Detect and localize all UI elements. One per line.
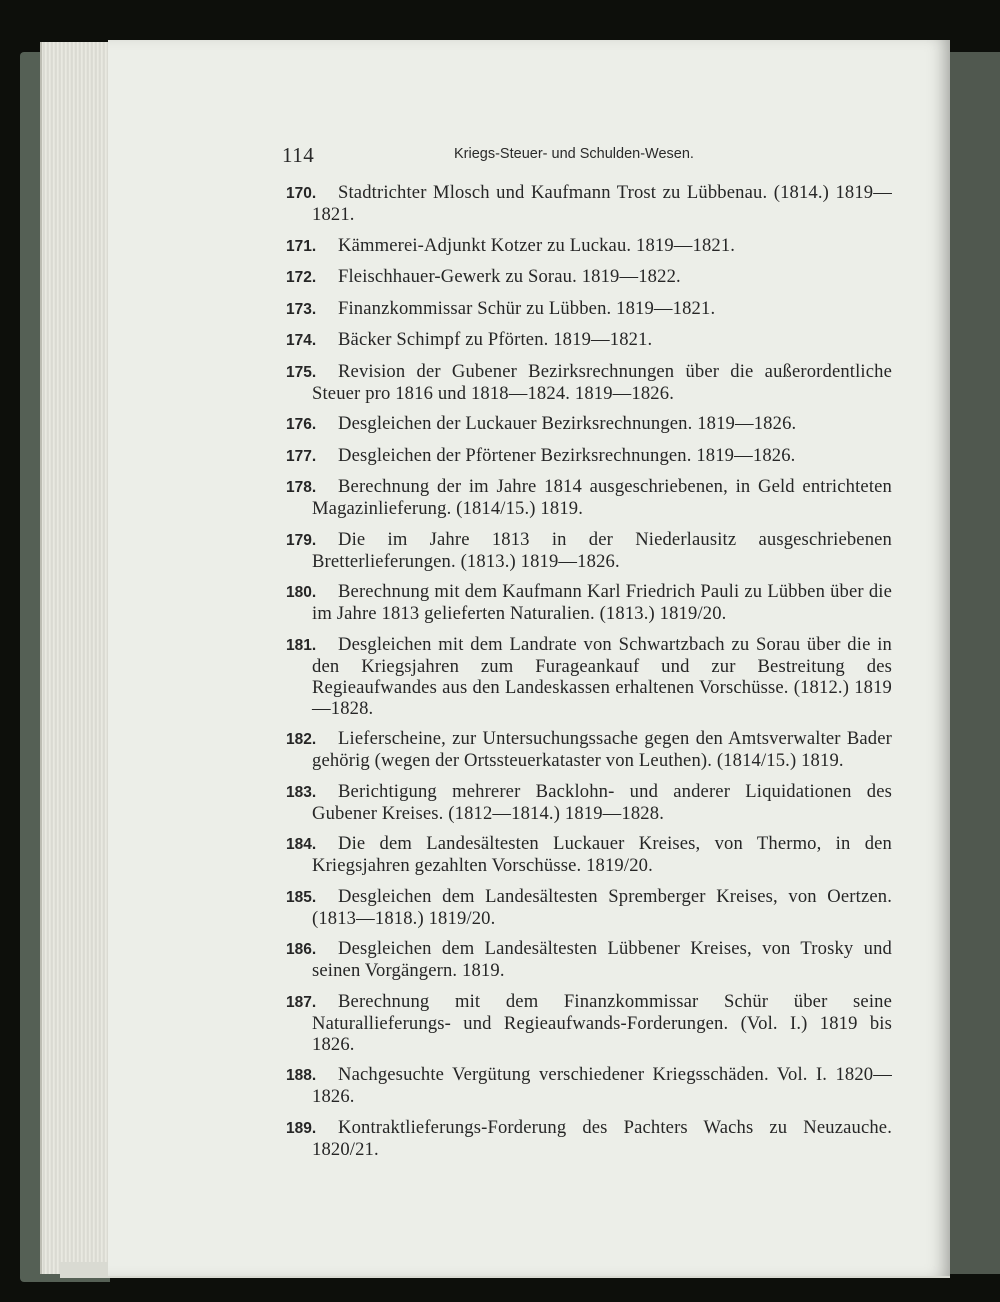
entry-text: Fleischhauer-Gewerk zu Sorau. 1819—1822. bbox=[338, 266, 681, 287]
list-item bbox=[286, 581, 892, 624]
entry-number: 171. bbox=[286, 237, 317, 255]
entry-number: 185. bbox=[286, 888, 317, 906]
entry-number: 180. bbox=[286, 584, 317, 601]
entry-number: 172. bbox=[286, 269, 317, 286]
entry-text: Desgleichen der Pförtener Bezirksrechnungen. 1819—1826. bbox=[338, 444, 796, 466]
entry-number: 184. bbox=[286, 836, 317, 853]
entry-text: Desgleichen der Luckauer Bezirksrechnungen. 1819—1826. bbox=[338, 413, 797, 434]
list-item bbox=[286, 235, 892, 257]
list-item bbox=[286, 529, 892, 572]
entry-text: Lieferscheine, zur Untersuchungssache gegen den Amtsverwalter Bader gehörig (wegen der Ortssteuerkataster von Leuthen). (1814/15.) 1819. bbox=[312, 728, 892, 771]
list-item bbox=[286, 728, 892, 771]
entry-text: Revision der Gubener Bezirksrechnungen über die außerordentliche Steuer pro 1816 und 1818—1824. 1819—1826. bbox=[312, 360, 892, 404]
entry-text: Bäcker Schimpf zu Pförten. 1819—1821. bbox=[338, 329, 653, 350]
entry-text: Nachgesuchte Vergütung verschiedener Kriegsschäden. Vol. I. 1820—1826. bbox=[312, 1064, 892, 1107]
entry-number: 187. bbox=[286, 993, 317, 1011]
entry-number: 178. bbox=[286, 479, 317, 496]
list-item bbox=[286, 1064, 892, 1107]
entry-number: 183. bbox=[286, 783, 317, 801]
entry-list bbox=[286, 182, 892, 1169]
entry-text: Desgleichen dem Landesältesten Lübbener Kreises, von Trosky und seinen Vorgängern. 1819. bbox=[312, 938, 892, 981]
list-item bbox=[286, 781, 892, 824]
entry-text: Berechnung mit dem Kaufmann Karl Friedrich Pauli zu Lübben über die im Jahre 1813 gelieferten Naturalien. (1813.) 1819/20. bbox=[312, 581, 892, 624]
book-cover-right bbox=[950, 52, 1000, 1274]
running-title: Kriegs-Steuer- und Schulden-Wesen. bbox=[454, 146, 694, 162]
entry-number: 182. bbox=[286, 731, 317, 748]
entry-text: Die im Jahre 1813 in der Niederlausitz ausgeschriebenen Bretterlieferungen. (1813.) 1819—1826. bbox=[312, 528, 892, 572]
page-number: 114 bbox=[282, 143, 315, 167]
entry-number: 170. bbox=[286, 185, 317, 202]
entry-text: Kontraktlieferungs-Forderung des Pachters Wachs zu Neuzauche. 1820/21. bbox=[312, 1116, 892, 1160]
running-header bbox=[282, 143, 892, 167]
list-item bbox=[286, 445, 892, 467]
entry-number: 177. bbox=[286, 447, 317, 465]
entry-text: Kämmerei-Adjunkt Kotzer zu Luckau. 1819—1821. bbox=[338, 234, 736, 256]
entry-number: 186. bbox=[286, 941, 317, 958]
entry-text: Berechnung mit dem Finanzkommissar Schür über seine Naturallieferungs- und Regieaufwands-Forderungen. (Vol. I.) 1819 bis 1826. bbox=[312, 990, 892, 1055]
entry-number: 175. bbox=[286, 363, 317, 381]
entry-number: 176. bbox=[286, 416, 317, 433]
entry-text: Die dem Landesältesten Luckauer Kreises, von Thermo, in den Kriegsjahren gezahlten Vorschüsse. 1819/20. bbox=[312, 833, 892, 876]
entry-text: Finanzkommissar Schür zu Lübben. 1819—1821. bbox=[338, 297, 716, 319]
entry-text: Berichtigung mehrerer Backlohn- und anderer Liquidationen des Gubener Kreises. (1812—1814.) 1819—1828. bbox=[312, 780, 892, 824]
entry-text: Desgleichen mit dem Landrate von Schwartzbach zu Sorau über die in den Kriegsjahren zum Furageankauf und zur Bestreitung des Regieaufwandes aus den Landeskassen erhaltenen Vorschüsse. (1812.) 1819—1828. bbox=[312, 633, 892, 719]
entry-text: Desgleichen dem Landesältesten Spremberger Kreises, von Oertzen. (1813—1818.) 1819/20. bbox=[312, 885, 892, 929]
page-edges bbox=[40, 42, 112, 1274]
entry-number: 179. bbox=[286, 531, 317, 549]
entry-number: 188. bbox=[286, 1067, 317, 1084]
entry-number: 181. bbox=[286, 636, 317, 654]
list-item bbox=[286, 833, 892, 876]
list-item bbox=[286, 298, 892, 320]
entry-number: 189. bbox=[286, 1119, 317, 1137]
list-item bbox=[286, 266, 892, 288]
entry-number: 174. bbox=[286, 332, 317, 349]
list-item bbox=[286, 991, 892, 1055]
list-item bbox=[286, 938, 892, 981]
list-item bbox=[286, 413, 892, 435]
entry-number: 173. bbox=[286, 300, 317, 318]
entry-text: Stadtrichter Mlosch und Kaufmann Trost zu Lübbenau. (1814.) 1819—1821. bbox=[312, 182, 892, 225]
list-item bbox=[286, 476, 892, 519]
list-item bbox=[286, 361, 892, 404]
list-item bbox=[286, 329, 892, 351]
list-item bbox=[286, 634, 892, 719]
list-item bbox=[286, 886, 892, 929]
entry-text: Berechnung der im Jahre 1814 ausgeschriebenen, in Geld entrichteten Magazinlieferung. (1814/15.) 1819. bbox=[312, 476, 892, 519]
list-item bbox=[286, 1117, 892, 1160]
list-item bbox=[286, 182, 892, 225]
